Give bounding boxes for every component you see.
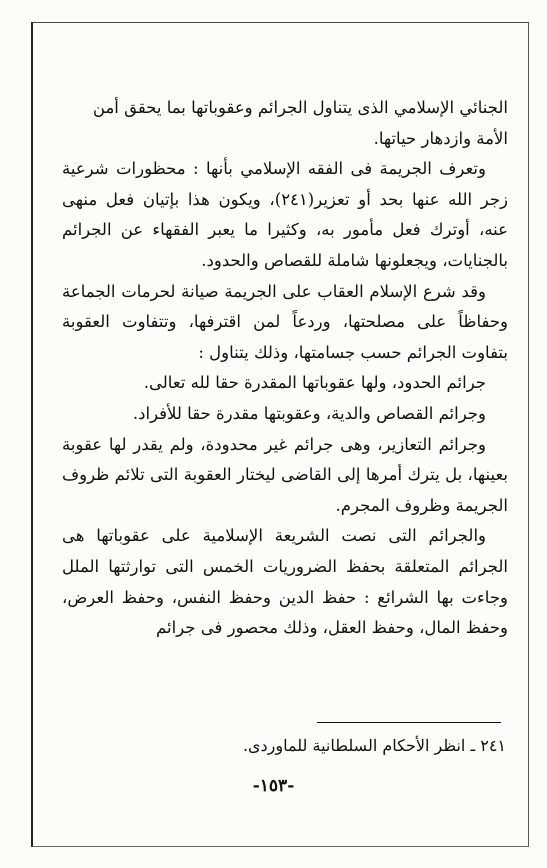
page-number: -١٥٣-	[252, 776, 295, 796]
paragraph-1: الجنائي الإسلامي الذى يتناول الجرائم وعقوباتها بما يحقق أمن الأمة وازدهار حياتها.	[92, 98, 508, 148]
paragraph-3: وقد شرع الإسلام العقاب على الجريمة صيانة لحرمات الجماعة وحفاظاً على مصلحتها، وردعاً لمن اقترفها، وتتفاوت العقوبة بتفاوت الجرائم حسب جسامتها، وذلك يتناول :	[62, 281, 508, 362]
paragraph-7: والجرائم التى نصت الشريعة الإسلامية على عقوباتها هى الجرائم المتعلقة بحفظ الضروريات الخمس التى توارثتها الملل وجاءت بها الشرائع : حفظ الدين وحفظ النفس، وحفظ العرض، وحفظ المال، وحفظ العقل، وذلك محصور فى جرائم	[62, 526, 508, 638]
paragraph-5: وجرائم القصاص والدية، وعقوبتها مقدرة حقا للأفراد.	[132, 403, 486, 423]
footnote-divider	[317, 722, 501, 723]
paragraph-6: وجرائم التعازير، وهى جرائم غير محدودة، ولم يقدر لها عقوبة بعينها، بل يترك أمرها إلى القاضى ليختار العقوبة التى تلائم ظروف الجريمة وظروف المجرم.	[62, 434, 508, 515]
paragraph-2: وتعرف الجريمة فى الفقه الإسلامي بأنها : محظورات شرعية زجر الله عنها بحد أو تعزير(٢٤١)، ويكون هذا بإتيان فعل منهى عنه، أوترك فعل مأمور به، وكثيرا ما يعبر الفقهاء عن الجرائم بالجنايات، ويجعلونها شاملة للقصاص والحدود.	[62, 159, 508, 270]
paragraph-4: جرائم الحدود، ولها عقوباتها المقدرة حقا لله تعالى.	[143, 373, 486, 393]
body-text	[62, 93, 508, 644]
footnote: ٢٤١ ـ انظر الأحكام السلطانية للماوردى.	[242, 736, 506, 755]
